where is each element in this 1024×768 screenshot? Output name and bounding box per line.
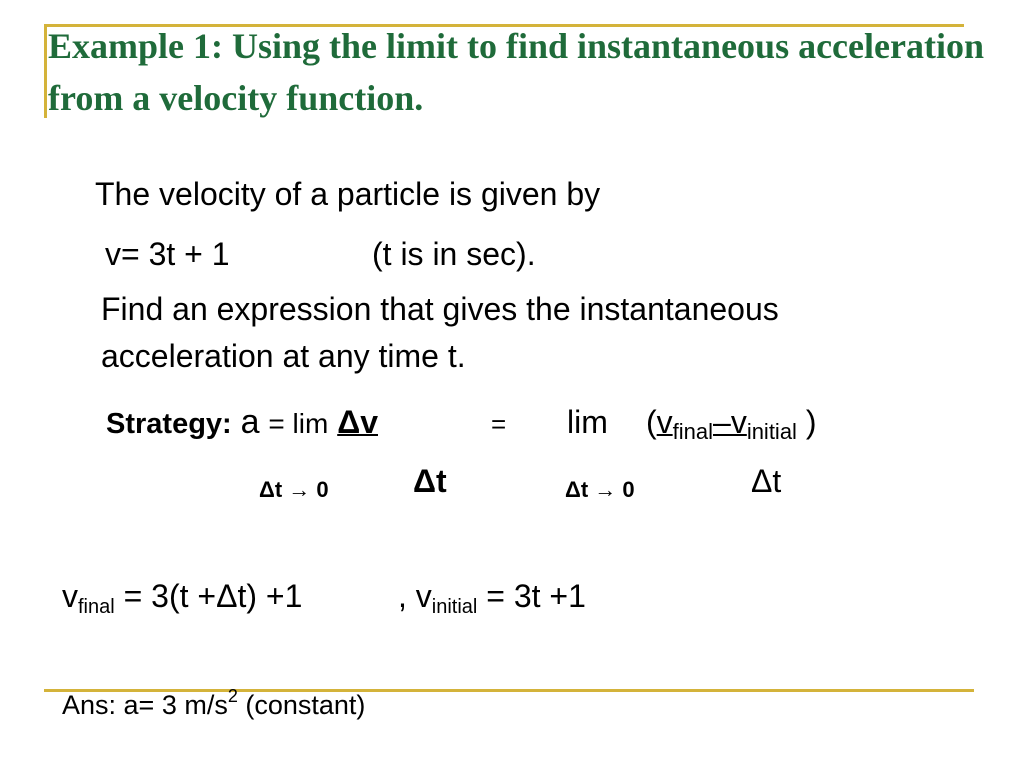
answer-prefix: Ans: a= 3 m/s xyxy=(62,690,228,720)
delta-t-bold: Δt xyxy=(413,463,447,499)
strategy-line xyxy=(106,402,378,444)
vi-expression: = 3t +1 xyxy=(486,578,586,614)
accel-symbol: a xyxy=(240,403,260,441)
vi-symbol: , v xyxy=(398,578,432,614)
limit-label-2: Δt → 0 xyxy=(565,477,635,502)
slide-title: Example 1: Using the limit to find instantaneous acceleration from a velocity function. xyxy=(48,26,984,118)
v-final: v xyxy=(656,404,673,440)
delta-t: Δt xyxy=(751,463,782,499)
problem-intro: The velocity of a particle is given by xyxy=(95,176,601,212)
title-rule-left xyxy=(44,24,47,118)
open-paren: ( xyxy=(646,404,657,440)
answer-suffix: (constant) xyxy=(245,690,366,720)
vi-part xyxy=(398,576,586,627)
vf-symbol: v xyxy=(62,578,78,614)
fraction-numerator xyxy=(646,402,817,452)
vf-subscript: final xyxy=(78,596,115,618)
answer-line xyxy=(62,676,365,725)
velocity-equation: v= 3t + 1 xyxy=(105,236,230,272)
lim-2: lim xyxy=(567,404,608,440)
units-note: (t is in sec). xyxy=(372,236,536,272)
equals-sign: = xyxy=(491,409,507,439)
v-initial-subscript: initial xyxy=(746,419,797,444)
question-line-1: Find an expression that gives the instantaneous xyxy=(101,291,779,327)
limit-label-1: Δt → 0 xyxy=(259,477,329,502)
lim-equals: = lim xyxy=(268,408,329,439)
question-line-2: acceleration at any time t. xyxy=(101,338,466,374)
vi-subscript: initial xyxy=(431,596,478,618)
v-final-subscript: final xyxy=(672,419,714,444)
answer-superscript: 2 xyxy=(227,686,238,706)
strategy-label: Strategy: xyxy=(106,408,232,440)
work-line xyxy=(62,576,302,627)
close-paren: ) xyxy=(805,404,817,440)
delta-v: Δv xyxy=(337,404,378,440)
vf-expression: = 3(t +Δt) +1 xyxy=(123,578,303,614)
minus-v: –v xyxy=(713,404,747,440)
